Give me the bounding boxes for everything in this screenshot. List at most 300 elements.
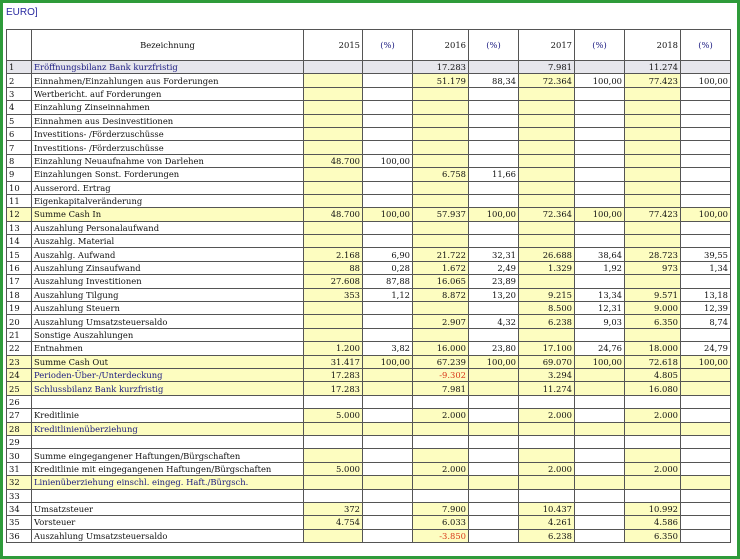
value-cell[interactable] bbox=[625, 127, 681, 140]
value-cell[interactable] bbox=[575, 61, 625, 74]
value-cell[interactable] bbox=[575, 168, 625, 181]
value-cell[interactable] bbox=[519, 154, 575, 167]
row-label[interactable]: Auszahlung Personalaufwand bbox=[32, 221, 304, 234]
value-cell[interactable]: 16.065 bbox=[413, 275, 469, 288]
value-cell[interactable]: 6.350 bbox=[625, 315, 681, 328]
value-cell[interactable]: 100,00 bbox=[469, 355, 519, 368]
value-cell[interactable] bbox=[681, 422, 731, 435]
row-number[interactable]: 20 bbox=[7, 315, 32, 328]
value-cell[interactable]: 2.000 bbox=[625, 409, 681, 422]
value-cell[interactable]: 12,31 bbox=[575, 302, 625, 315]
row-number[interactable]: 6 bbox=[7, 127, 32, 140]
value-cell[interactable] bbox=[681, 235, 731, 248]
value-cell[interactable] bbox=[304, 435, 363, 448]
value-cell[interactable]: 6.350 bbox=[625, 529, 681, 542]
value-cell[interactable] bbox=[575, 435, 625, 448]
value-cell[interactable]: 1,92 bbox=[575, 261, 625, 274]
value-cell[interactable] bbox=[625, 114, 681, 127]
value-cell[interactable]: 12,39 bbox=[681, 302, 731, 315]
value-cell[interactable]: 100,00 bbox=[575, 355, 625, 368]
value-cell[interactable] bbox=[469, 449, 519, 462]
value-cell[interactable] bbox=[681, 221, 731, 234]
value-cell[interactable]: 88 bbox=[304, 261, 363, 274]
value-cell[interactable] bbox=[519, 422, 575, 435]
value-cell[interactable] bbox=[363, 476, 413, 489]
value-cell[interactable] bbox=[681, 435, 731, 448]
value-cell[interactable] bbox=[413, 87, 469, 100]
value-cell[interactable] bbox=[363, 221, 413, 234]
value-cell[interactable] bbox=[681, 462, 731, 475]
row-label[interactable] bbox=[32, 489, 304, 502]
value-cell[interactable] bbox=[625, 395, 681, 408]
row-number[interactable]: 27 bbox=[7, 409, 32, 422]
value-cell[interactable] bbox=[681, 114, 731, 127]
row-label[interactable]: Kreditlinie bbox=[32, 409, 304, 422]
row-label[interactable]: Investitions- /Förderzuschüsse bbox=[32, 141, 304, 154]
value-cell[interactable]: 51.179 bbox=[413, 74, 469, 87]
value-cell[interactable] bbox=[413, 114, 469, 127]
value-cell[interactable]: 100,00 bbox=[363, 355, 413, 368]
value-cell[interactable]: 3.294 bbox=[519, 368, 575, 381]
value-cell[interactable]: 1.200 bbox=[304, 342, 363, 355]
value-cell[interactable]: 8.500 bbox=[519, 302, 575, 315]
value-cell[interactable] bbox=[413, 302, 469, 315]
value-cell[interactable] bbox=[519, 395, 575, 408]
value-cell[interactable]: 17.283 bbox=[413, 61, 469, 74]
value-cell[interactable]: 48.700 bbox=[304, 208, 363, 221]
value-cell[interactable]: 77.423 bbox=[625, 74, 681, 87]
value-cell[interactable]: 100,00 bbox=[681, 208, 731, 221]
value-cell[interactable]: 5.000 bbox=[304, 462, 363, 475]
value-cell[interactable] bbox=[575, 489, 625, 502]
row-number[interactable]: 4 bbox=[7, 101, 32, 114]
value-cell[interactable] bbox=[304, 114, 363, 127]
value-cell[interactable] bbox=[681, 275, 731, 288]
row-number[interactable]: 14 bbox=[7, 235, 32, 248]
value-cell[interactable] bbox=[681, 382, 731, 395]
value-cell[interactable]: 100,00 bbox=[575, 74, 625, 87]
value-cell[interactable]: 88,34 bbox=[469, 74, 519, 87]
value-cell[interactable] bbox=[413, 395, 469, 408]
value-cell[interactable]: 100,00 bbox=[575, 208, 625, 221]
value-cell[interactable]: 6.758 bbox=[413, 168, 469, 181]
value-cell[interactable]: 3,82 bbox=[363, 342, 413, 355]
value-cell[interactable]: 48.700 bbox=[304, 154, 363, 167]
value-cell[interactable] bbox=[681, 502, 731, 515]
value-cell[interactable] bbox=[575, 154, 625, 167]
value-cell[interactable] bbox=[575, 275, 625, 288]
value-cell[interactable]: 23,89 bbox=[469, 275, 519, 288]
value-cell[interactable] bbox=[575, 502, 625, 515]
row-number[interactable]: 26 bbox=[7, 395, 32, 408]
value-cell[interactable]: 9.000 bbox=[625, 302, 681, 315]
row-number[interactable]: 30 bbox=[7, 449, 32, 462]
value-cell[interactable] bbox=[363, 409, 413, 422]
value-cell[interactable] bbox=[519, 221, 575, 234]
value-cell[interactable]: 6.033 bbox=[413, 516, 469, 529]
row-label[interactable]: Auszahlung Umsatzsteuersaldo bbox=[32, 529, 304, 542]
value-cell[interactable] bbox=[681, 101, 731, 114]
value-cell[interactable] bbox=[363, 74, 413, 87]
value-cell[interactable]: 100,00 bbox=[681, 74, 731, 87]
value-cell[interactable] bbox=[304, 181, 363, 194]
value-cell[interactable] bbox=[413, 422, 469, 435]
value-cell[interactable] bbox=[519, 127, 575, 140]
value-cell[interactable] bbox=[519, 114, 575, 127]
value-cell[interactable] bbox=[363, 114, 413, 127]
value-cell[interactable] bbox=[519, 435, 575, 448]
value-cell[interactable] bbox=[625, 422, 681, 435]
value-cell[interactable] bbox=[575, 87, 625, 100]
value-cell[interactable] bbox=[625, 449, 681, 462]
value-cell[interactable]: 21.722 bbox=[413, 248, 469, 261]
value-cell[interactable] bbox=[575, 368, 625, 381]
value-cell[interactable] bbox=[625, 235, 681, 248]
row-number[interactable]: 13 bbox=[7, 221, 32, 234]
value-cell[interactable] bbox=[625, 489, 681, 502]
value-cell[interactable] bbox=[681, 141, 731, 154]
value-cell[interactable] bbox=[575, 181, 625, 194]
value-cell[interactable] bbox=[681, 476, 731, 489]
value-cell[interactable] bbox=[469, 101, 519, 114]
value-cell[interactable]: 69.070 bbox=[519, 355, 575, 368]
value-cell[interactable]: 27.608 bbox=[304, 275, 363, 288]
value-cell[interactable] bbox=[625, 476, 681, 489]
value-cell[interactable] bbox=[625, 141, 681, 154]
value-cell[interactable] bbox=[469, 194, 519, 207]
value-cell[interactable] bbox=[681, 409, 731, 422]
value-cell[interactable] bbox=[575, 101, 625, 114]
row-label[interactable]: Umsatzsteuer bbox=[32, 502, 304, 515]
value-cell[interactable]: 72.618 bbox=[625, 355, 681, 368]
row-number[interactable]: 19 bbox=[7, 302, 32, 315]
value-cell[interactable]: 38,64 bbox=[575, 248, 625, 261]
value-cell[interactable] bbox=[575, 141, 625, 154]
row-label[interactable]: Auszahlung Steuern bbox=[32, 302, 304, 315]
value-cell[interactable] bbox=[575, 221, 625, 234]
value-cell[interactable] bbox=[363, 382, 413, 395]
value-cell[interactable] bbox=[304, 315, 363, 328]
row-number[interactable]: 34 bbox=[7, 502, 32, 515]
row-number[interactable]: 29 bbox=[7, 435, 32, 448]
row-label[interactable]: Einzahlung Neuaufnahme von Darlehen bbox=[32, 154, 304, 167]
value-cell[interactable]: 973 bbox=[625, 261, 681, 274]
value-cell[interactable] bbox=[519, 87, 575, 100]
row-label[interactable]: Eigenkapitalveränderung bbox=[32, 194, 304, 207]
value-cell[interactable]: 7.981 bbox=[519, 61, 575, 74]
value-cell[interactable] bbox=[681, 368, 731, 381]
value-cell[interactable]: 72.364 bbox=[519, 208, 575, 221]
value-cell[interactable] bbox=[363, 489, 413, 502]
value-cell[interactable] bbox=[304, 127, 363, 140]
value-cell[interactable] bbox=[363, 194, 413, 207]
value-cell[interactable] bbox=[363, 87, 413, 100]
row-number[interactable]: 8 bbox=[7, 154, 32, 167]
value-cell[interactable] bbox=[363, 395, 413, 408]
row-label[interactable]: Einnahmen aus Desinvestitionen bbox=[32, 114, 304, 127]
value-cell[interactable]: 1,12 bbox=[363, 288, 413, 301]
value-cell[interactable] bbox=[469, 181, 519, 194]
row-number[interactable]: 35 bbox=[7, 516, 32, 529]
value-cell[interactable] bbox=[681, 61, 731, 74]
row-number[interactable]: 2 bbox=[7, 74, 32, 87]
value-cell[interactable] bbox=[413, 194, 469, 207]
value-cell[interactable] bbox=[469, 127, 519, 140]
value-cell[interactable] bbox=[304, 302, 363, 315]
value-cell[interactable]: 10.992 bbox=[625, 502, 681, 515]
value-cell[interactable] bbox=[304, 395, 363, 408]
row-label[interactable]: Auszahlung Zinsaufwand bbox=[32, 261, 304, 274]
value-cell[interactable]: 11,66 bbox=[469, 168, 519, 181]
value-cell[interactable]: 11.274 bbox=[519, 382, 575, 395]
value-cell[interactable]: 2.907 bbox=[413, 315, 469, 328]
row-number[interactable]: 25 bbox=[7, 382, 32, 395]
row-number[interactable]: 23 bbox=[7, 355, 32, 368]
value-cell[interactable]: 17.283 bbox=[304, 382, 363, 395]
value-cell[interactable] bbox=[681, 154, 731, 167]
row-number[interactable]: 3 bbox=[7, 87, 32, 100]
value-cell[interactable] bbox=[413, 154, 469, 167]
value-cell[interactable] bbox=[575, 422, 625, 435]
value-cell[interactable]: 31.417 bbox=[304, 355, 363, 368]
value-cell[interactable] bbox=[575, 529, 625, 542]
row-number[interactable]: 32 bbox=[7, 476, 32, 489]
value-cell[interactable] bbox=[413, 101, 469, 114]
row-number[interactable]: 7 bbox=[7, 141, 32, 154]
row-label[interactable]: Eröffnungsbilanz Bank kurzfristig bbox=[32, 61, 304, 74]
value-cell[interactable]: 4.754 bbox=[304, 516, 363, 529]
value-cell[interactable] bbox=[469, 87, 519, 100]
value-cell[interactable] bbox=[575, 395, 625, 408]
value-cell[interactable]: 100,00 bbox=[681, 355, 731, 368]
value-cell[interactable] bbox=[681, 328, 731, 341]
value-cell[interactable] bbox=[304, 194, 363, 207]
value-cell[interactable]: 100,00 bbox=[363, 208, 413, 221]
value-cell[interactable]: 18.000 bbox=[625, 342, 681, 355]
value-cell[interactable] bbox=[469, 61, 519, 74]
value-cell[interactable] bbox=[469, 516, 519, 529]
value-cell[interactable]: 4,32 bbox=[469, 315, 519, 328]
row-label[interactable]: Vorsteuer bbox=[32, 516, 304, 529]
value-cell[interactable] bbox=[413, 476, 469, 489]
value-cell[interactable] bbox=[304, 235, 363, 248]
value-cell[interactable] bbox=[363, 462, 413, 475]
value-cell[interactable] bbox=[363, 368, 413, 381]
value-cell[interactable] bbox=[469, 235, 519, 248]
value-cell[interactable] bbox=[625, 101, 681, 114]
value-cell[interactable]: 11.274 bbox=[625, 61, 681, 74]
value-cell[interactable] bbox=[363, 502, 413, 515]
value-cell[interactable] bbox=[681, 168, 731, 181]
value-cell[interactable] bbox=[575, 114, 625, 127]
value-cell[interactable] bbox=[304, 529, 363, 542]
value-cell[interactable]: 8,74 bbox=[681, 315, 731, 328]
value-cell[interactable]: 13,18 bbox=[681, 288, 731, 301]
value-cell[interactable]: 17.283 bbox=[304, 368, 363, 381]
value-cell[interactable] bbox=[304, 168, 363, 181]
value-cell[interactable]: -3.850 bbox=[413, 529, 469, 542]
value-cell[interactable] bbox=[363, 315, 413, 328]
row-label[interactable]: Entnahmen bbox=[32, 342, 304, 355]
row-label[interactable]: Einzahlungen Sonst. Forderungen bbox=[32, 168, 304, 181]
value-cell[interactable]: 1,34 bbox=[681, 261, 731, 274]
value-cell[interactable] bbox=[575, 449, 625, 462]
value-cell[interactable] bbox=[304, 328, 363, 341]
value-cell[interactable] bbox=[413, 235, 469, 248]
value-cell[interactable] bbox=[625, 87, 681, 100]
value-cell[interactable]: 24,79 bbox=[681, 342, 731, 355]
value-cell[interactable] bbox=[681, 87, 731, 100]
value-cell[interactable] bbox=[575, 328, 625, 341]
row-label[interactable]: Perioden-Über-/Unterdeckung bbox=[32, 368, 304, 381]
value-cell[interactable] bbox=[469, 114, 519, 127]
row-label[interactable]: Sonstige Auszahlungen bbox=[32, 328, 304, 341]
value-cell[interactable] bbox=[363, 328, 413, 341]
value-cell[interactable] bbox=[413, 435, 469, 448]
value-cell[interactable]: 2,49 bbox=[469, 261, 519, 274]
value-cell[interactable] bbox=[519, 235, 575, 248]
value-cell[interactable] bbox=[625, 181, 681, 194]
value-cell[interactable] bbox=[519, 489, 575, 502]
value-cell[interactable]: 9.571 bbox=[625, 288, 681, 301]
value-cell[interactable] bbox=[519, 328, 575, 341]
value-cell[interactable]: 372 bbox=[304, 502, 363, 515]
value-cell[interactable]: 0,28 bbox=[363, 261, 413, 274]
value-cell[interactable]: 6.238 bbox=[519, 529, 575, 542]
value-cell[interactable]: 28.723 bbox=[625, 248, 681, 261]
value-cell[interactable] bbox=[625, 275, 681, 288]
value-cell[interactable] bbox=[469, 476, 519, 489]
value-cell[interactable]: 6.238 bbox=[519, 315, 575, 328]
value-cell[interactable]: 8.872 bbox=[413, 288, 469, 301]
value-cell[interactable] bbox=[575, 194, 625, 207]
value-cell[interactable]: 23,80 bbox=[469, 342, 519, 355]
value-cell[interactable] bbox=[469, 502, 519, 515]
value-cell[interactable]: 5.000 bbox=[304, 409, 363, 422]
value-cell[interactable]: 4.261 bbox=[519, 516, 575, 529]
row-number[interactable]: 36 bbox=[7, 529, 32, 542]
row-label[interactable]: Schlussbilanz Bank kurzfristig bbox=[32, 382, 304, 395]
value-cell[interactable]: 16.000 bbox=[413, 342, 469, 355]
row-number[interactable]: 33 bbox=[7, 489, 32, 502]
value-cell[interactable]: 2.000 bbox=[413, 409, 469, 422]
value-cell[interactable] bbox=[363, 435, 413, 448]
value-cell[interactable]: 2.000 bbox=[519, 409, 575, 422]
row-label[interactable]: Auszahlg. Material bbox=[32, 235, 304, 248]
value-cell[interactable] bbox=[681, 516, 731, 529]
value-cell[interactable] bbox=[363, 181, 413, 194]
value-cell[interactable]: 24,76 bbox=[575, 342, 625, 355]
value-cell[interactable] bbox=[413, 181, 469, 194]
value-cell[interactable] bbox=[625, 154, 681, 167]
value-cell[interactable]: 87,88 bbox=[363, 275, 413, 288]
value-cell[interactable] bbox=[469, 154, 519, 167]
value-cell[interactable]: 1.329 bbox=[519, 261, 575, 274]
value-cell[interactable] bbox=[363, 422, 413, 435]
value-cell[interactable]: -9.302 bbox=[413, 368, 469, 381]
value-cell[interactable] bbox=[681, 449, 731, 462]
value-cell[interactable]: 13,34 bbox=[575, 288, 625, 301]
value-cell[interactable] bbox=[304, 101, 363, 114]
value-cell[interactable] bbox=[363, 235, 413, 248]
value-cell[interactable]: 7.900 bbox=[413, 502, 469, 515]
value-cell[interactable] bbox=[304, 476, 363, 489]
row-label[interactable]: Kreditlinie mit eingegangenen Haftungen/Bürgschaften bbox=[32, 462, 304, 475]
value-cell[interactable]: 100,00 bbox=[469, 208, 519, 221]
row-label[interactable]: Auszahlung Umsatzsteuersaldo bbox=[32, 315, 304, 328]
value-cell[interactable]: 2.000 bbox=[519, 462, 575, 475]
value-cell[interactable] bbox=[363, 168, 413, 181]
value-cell[interactable] bbox=[575, 235, 625, 248]
value-cell[interactable] bbox=[469, 529, 519, 542]
row-label[interactable]: Auszahlung Tilgung bbox=[32, 288, 304, 301]
value-cell[interactable]: 16.080 bbox=[625, 382, 681, 395]
row-label[interactable]: Linienüberziehung einschl. eingeg. Haft./Bürgsch. bbox=[32, 476, 304, 489]
value-cell[interactable]: 6,90 bbox=[363, 248, 413, 261]
row-number[interactable]: 11 bbox=[7, 194, 32, 207]
value-cell[interactable] bbox=[413, 141, 469, 154]
value-cell[interactable] bbox=[469, 302, 519, 315]
value-cell[interactable]: 13,20 bbox=[469, 288, 519, 301]
value-cell[interactable] bbox=[575, 462, 625, 475]
value-cell[interactable] bbox=[363, 101, 413, 114]
value-cell[interactable] bbox=[363, 529, 413, 542]
value-cell[interactable] bbox=[363, 449, 413, 462]
row-number[interactable]: 18 bbox=[7, 288, 32, 301]
value-cell[interactable] bbox=[469, 409, 519, 422]
value-cell[interactable] bbox=[519, 449, 575, 462]
value-cell[interactable] bbox=[469, 328, 519, 341]
value-cell[interactable]: 77.423 bbox=[625, 208, 681, 221]
row-label[interactable]: Einnahmen/Einzahlungen aus Forderungen bbox=[32, 74, 304, 87]
value-cell[interactable] bbox=[363, 127, 413, 140]
row-number[interactable]: 10 bbox=[7, 181, 32, 194]
value-cell[interactable] bbox=[519, 101, 575, 114]
value-cell[interactable] bbox=[469, 462, 519, 475]
value-cell[interactable] bbox=[363, 302, 413, 315]
value-cell[interactable] bbox=[625, 221, 681, 234]
value-cell[interactable]: 57.937 bbox=[413, 208, 469, 221]
value-cell[interactable] bbox=[519, 168, 575, 181]
row-number[interactable]: 31 bbox=[7, 462, 32, 475]
value-cell[interactable] bbox=[413, 328, 469, 341]
value-cell[interactable] bbox=[413, 221, 469, 234]
value-cell[interactable]: 72.364 bbox=[519, 74, 575, 87]
row-number[interactable]: 12 bbox=[7, 208, 32, 221]
row-number[interactable]: 22 bbox=[7, 342, 32, 355]
value-cell[interactable] bbox=[575, 409, 625, 422]
value-cell[interactable]: 4.805 bbox=[625, 368, 681, 381]
value-cell[interactable]: 32,31 bbox=[469, 248, 519, 261]
row-label[interactable]: Summe Cash Out bbox=[32, 355, 304, 368]
value-cell[interactable]: 2.000 bbox=[413, 462, 469, 475]
value-cell[interactable]: 1.672 bbox=[413, 261, 469, 274]
value-cell[interactable]: 7.981 bbox=[413, 382, 469, 395]
value-cell[interactable] bbox=[575, 127, 625, 140]
row-number[interactable]: 28 bbox=[7, 422, 32, 435]
row-label[interactable]: Ausserord. Ertrag bbox=[32, 181, 304, 194]
value-cell[interactable] bbox=[304, 87, 363, 100]
value-cell[interactable] bbox=[681, 181, 731, 194]
value-cell[interactable] bbox=[625, 168, 681, 181]
row-number[interactable]: 16 bbox=[7, 261, 32, 274]
value-cell[interactable]: 67.239 bbox=[413, 355, 469, 368]
value-cell[interactable] bbox=[575, 516, 625, 529]
value-cell[interactable] bbox=[304, 422, 363, 435]
row-number[interactable]: 17 bbox=[7, 275, 32, 288]
row-label[interactable]: Auszahlung Investitionen bbox=[32, 275, 304, 288]
value-cell[interactable] bbox=[413, 449, 469, 462]
